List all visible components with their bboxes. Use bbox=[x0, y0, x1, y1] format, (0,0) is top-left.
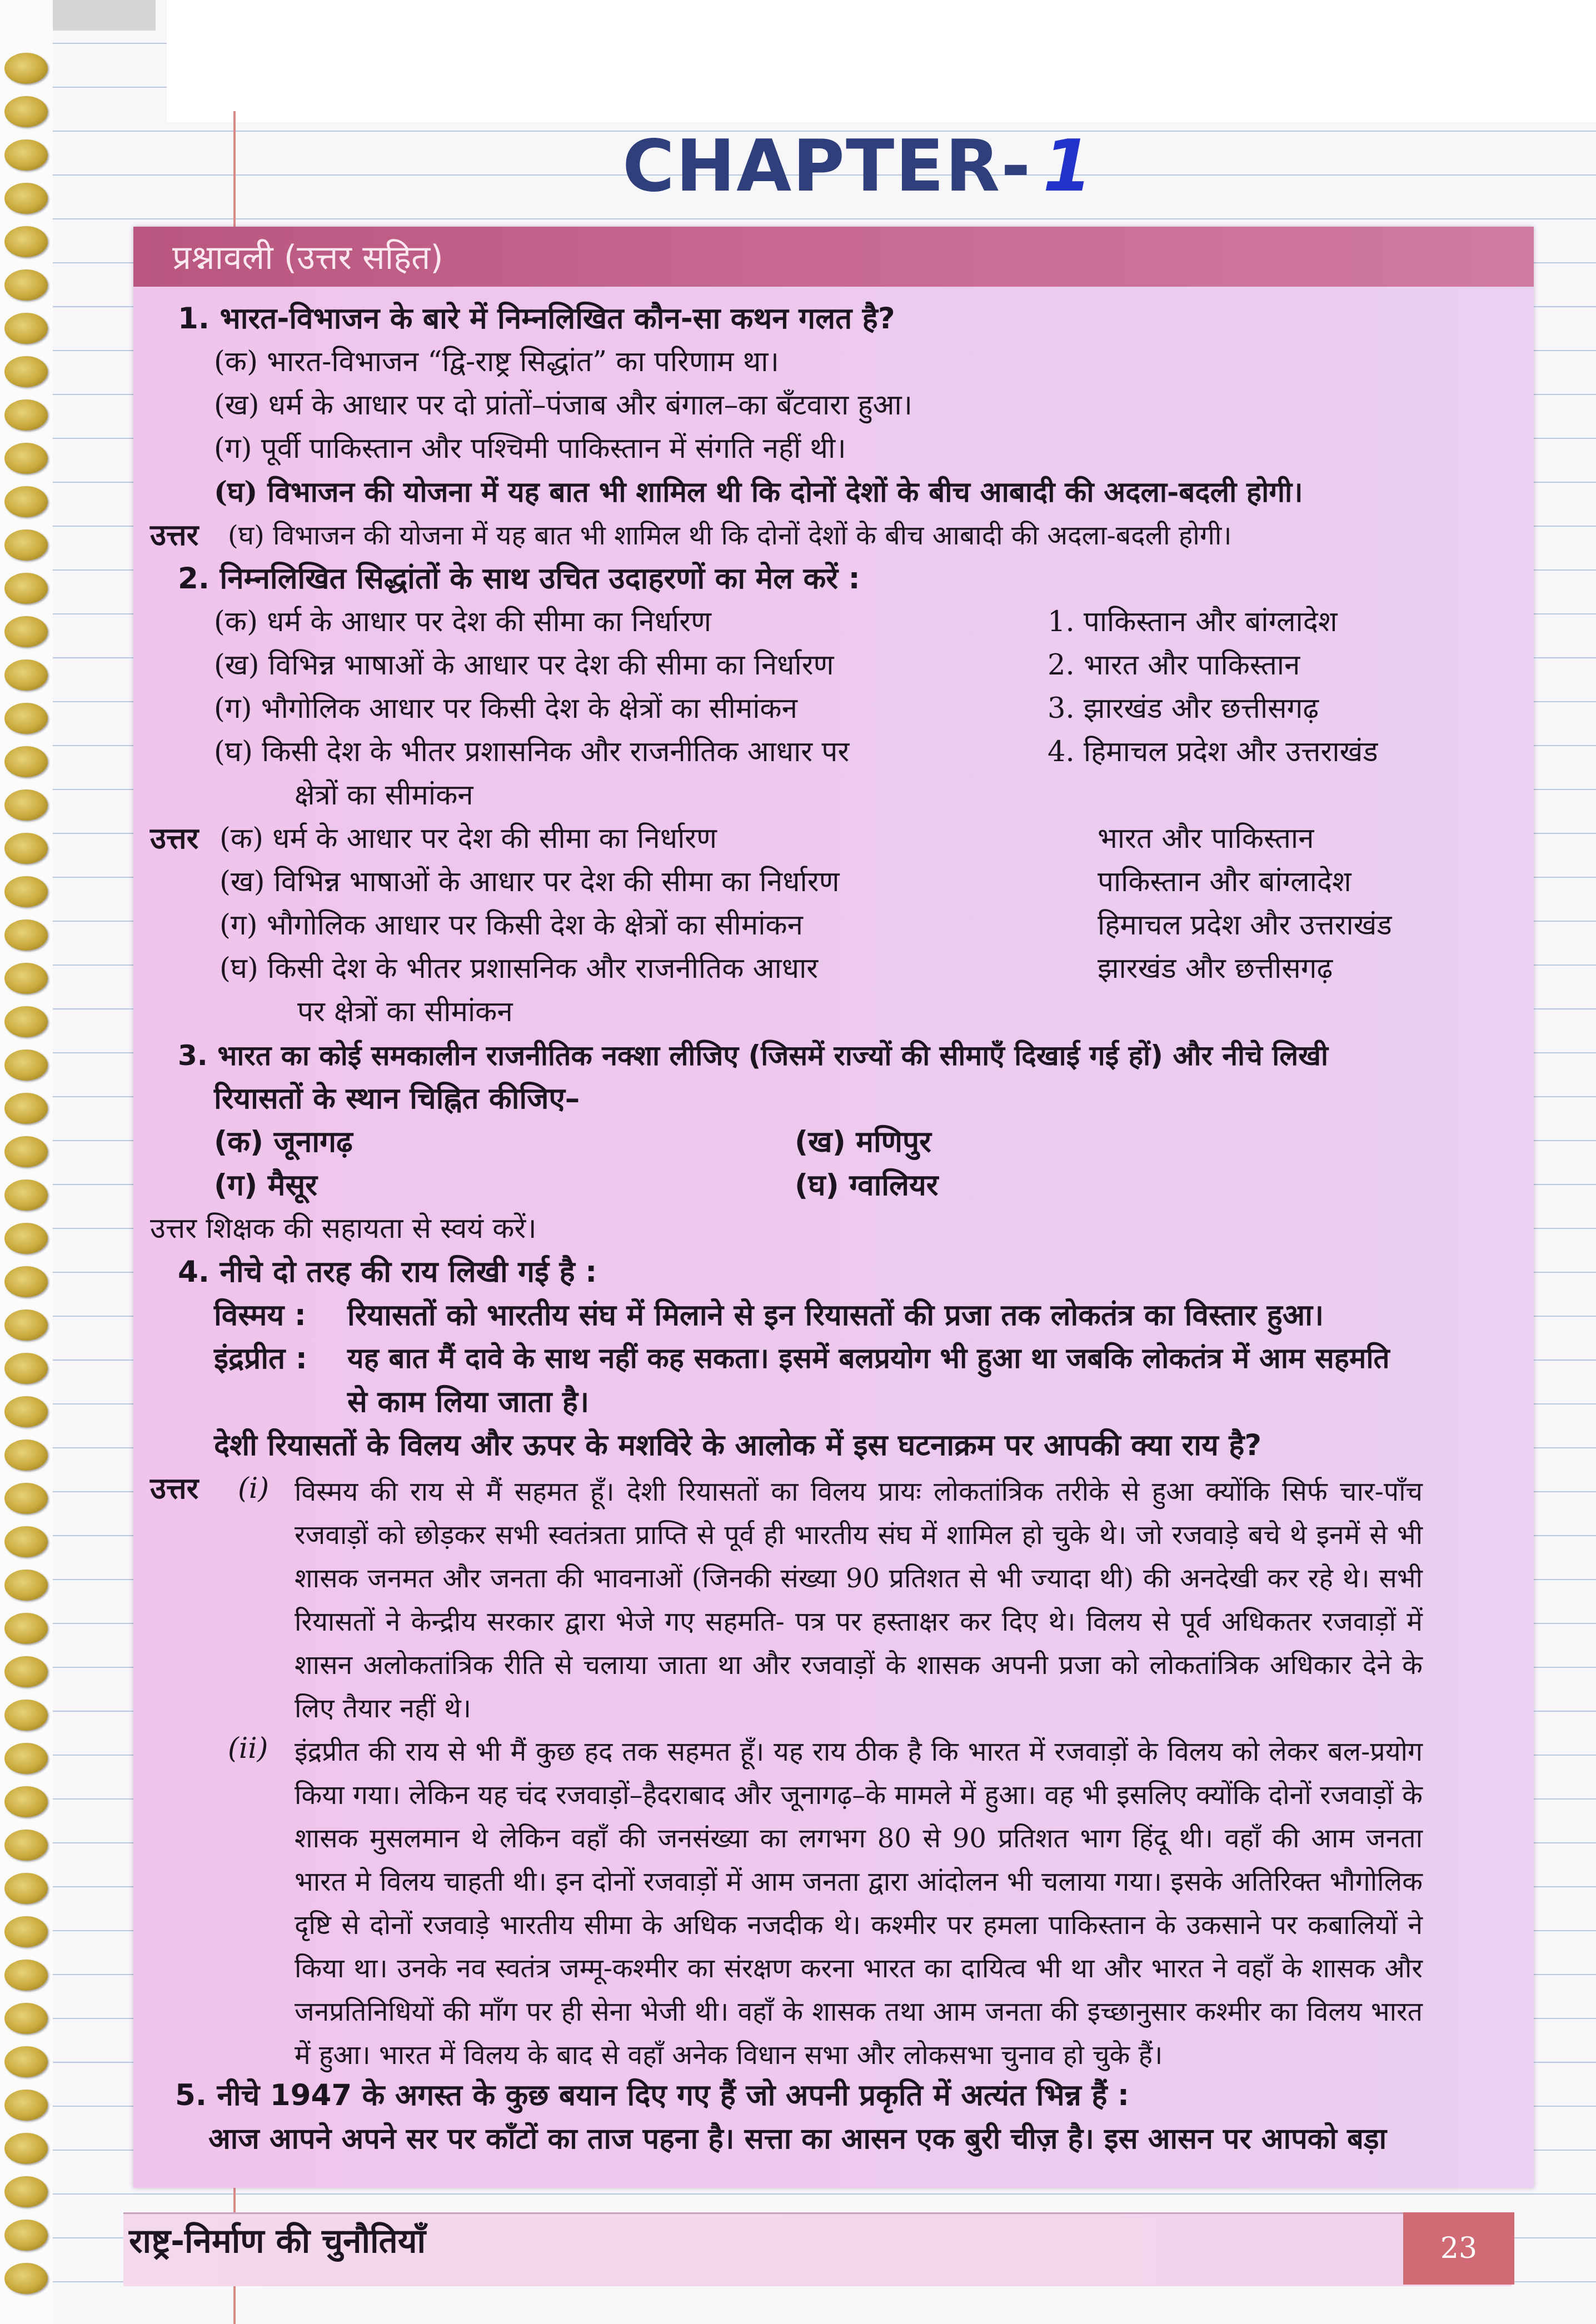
footer-title: राष्ट्र-निर्माण की चुनौतियाँ bbox=[129, 2222, 426, 2261]
q3-answer: उत्तर शिक्षक की सहायता से स्वयं करें। bbox=[150, 1212, 537, 1245]
q2-answer-left-c: (ग) भौगोलिक आधार पर किसी देश के क्षेत्रों का सीमांकन bbox=[220, 909, 803, 942]
q1-option-a: (क) भारत-विभाजन “द्वि-राष्ट्र सिद्धांत” का परिणाम था। bbox=[214, 346, 779, 378]
spiral-ring bbox=[4, 789, 48, 821]
spiral-ring bbox=[4, 1266, 48, 1297]
spiral-ring bbox=[4, 96, 48, 127]
spiral-ring bbox=[4, 1700, 48, 1731]
spiral-ring bbox=[4, 486, 48, 517]
spiral-ring bbox=[4, 2090, 48, 2121]
spiral-ring bbox=[4, 1743, 48, 1774]
spiral-ring bbox=[4, 1656, 48, 1687]
spiral-ring bbox=[4, 1006, 48, 1037]
spiral-ring bbox=[4, 1483, 48, 1514]
spiral-ring bbox=[4, 1093, 48, 1124]
q1-answer-label: उत्तर bbox=[150, 518, 199, 552]
q3-option-d: (घ) ग्वालियर bbox=[795, 1168, 939, 1202]
q2-right-3: 3. झारखंड और छत्तीसगढ़ bbox=[1048, 692, 1319, 725]
q3-option-a: (क) जूनागढ़ bbox=[214, 1125, 353, 1159]
q4-answer-i: विस्मय की राय से मैं सहमत हूँ। देशी रियासतों का विलय प्रायः लोकतांत्रिक तरीके से हुआ क्योंकि सिर्फ चार-पाँच रजवाड़ों को छोड़कर सभी स्वतंत्रता प्राप्ति से पूर्व ही भारतीय संघ में शामिल हो चुके थे। जो रजवाड़े बचे थे इनमें से भी शासक जनमत और जनता की भावनाओं (जिनकी संख्या 90 प्रतिशत से भी ज्यादा थी) की अनदेखी कर रहे थे। सभी रियासतों ने केन्द्रीय सरकार द्वारा भेजे गए सहमति- पत्र पर हस्ताक्षर कर दिए थे। विलय से पूर्व अधिकतर रजवाड़ों में शासन अलोकतांत्रिक रीति से चलाया जाता था और रजवाड़ों के शासक अपनी प्रजा को लोकतांत्रिक अधिकार देने के लिए तैयार नहीं थे। bbox=[295, 1476, 1423, 1724]
spiral-ring bbox=[4, 443, 48, 474]
spiral-ring bbox=[4, 1223, 48, 1254]
q3-question-line1: 3. भारत का कोई समकालीन राजनीतिक नक्शा लीजिए (जिसमें राज्यों की सीमाएँ दिखाई गई हों) और नीचे लिखी bbox=[178, 1039, 1328, 1072]
spiral-ring bbox=[4, 2220, 48, 2251]
chapter-number: 1 bbox=[1043, 125, 1094, 208]
q2-answer-label: उत्तर bbox=[150, 822, 199, 856]
spiral-ring bbox=[4, 1830, 48, 1861]
q3-option-c: (ग) मैसूर bbox=[214, 1168, 317, 1202]
spiral-ring bbox=[4, 573, 48, 604]
spiral-ring bbox=[4, 703, 48, 734]
spiral-ring bbox=[4, 1049, 48, 1081]
q4-indrapreet-label: इंद्रप्रीत : bbox=[214, 1342, 307, 1376]
spiral-ring bbox=[4, 1873, 48, 1904]
q1-answer: (घ) विभाजन की योजना में यह बात भी शामिल थी कि दोनों देशों के बीच आबादी की अदला-बदली होगी। bbox=[228, 520, 1232, 551]
spiral-ring bbox=[4, 1960, 48, 1991]
q1-option-d: (घ) विभाजन की योजना में यह बात भी शामिल थी कि दोनों देशों के बीच आबादी की अदला-बदली होगी। bbox=[214, 476, 1303, 509]
q2-right-1: 1. पाकिस्तान और बांग्लादेश bbox=[1048, 606, 1338, 638]
spiral-ring bbox=[4, 1613, 48, 1644]
q5-question: 5. नीचे 1947 के अगस्त के कुछ बयान दिए गए हैं जो अपनी प्रकृति में अत्यंत भिन्न हैं : bbox=[175, 2078, 1130, 2112]
spiral-ring bbox=[4, 139, 48, 171]
q1-question: 1. भारत-विभाजन के बारे में निम्नलिखित कौन-सा कथन गलत है? bbox=[178, 302, 895, 336]
spiral-ring bbox=[4, 1310, 48, 1341]
q2-left-b: (ख) विभिन्न भाषाओं के आधार पर देश की सीमा का निर्धारण bbox=[214, 649, 834, 682]
spiral-ring bbox=[4, 313, 48, 344]
spiral-ring bbox=[4, 616, 48, 647]
section-title: प्रश्नावली (उत्तर सहित) bbox=[172, 238, 443, 277]
spiral-ring bbox=[4, 2263, 48, 2294]
spiral-ring bbox=[4, 659, 48, 691]
q2-answer-left-d: (घ) किसी देश के भीतर प्रशासनिक और राजनीतिक आधार bbox=[220, 952, 819, 985]
q3-option-b: (ख) मणिपुर bbox=[795, 1125, 931, 1159]
q3-question-line2: रियासतों के स्थान चिह्नित कीजिए– bbox=[214, 1082, 580, 1116]
spiral-ring bbox=[4, 356, 48, 387]
spiral-ring bbox=[4, 2003, 48, 2034]
q2-right-4: 4. हिमाचल प्रदेश और उत्तराखंड bbox=[1048, 736, 1378, 768]
spiral-ring bbox=[4, 1570, 48, 1601]
spiral-ring bbox=[4, 1916, 48, 1947]
spiral-ring bbox=[4, 919, 48, 951]
q2-answer-left-b: (ख) विभिन्न भाषाओं के आधार पर देश की सीमा का निर्धारण bbox=[220, 866, 840, 898]
chapter-heading bbox=[622, 125, 1093, 208]
spiral-ring bbox=[4, 226, 48, 257]
spiral-ring bbox=[4, 2046, 48, 2077]
spiral-ring bbox=[4, 876, 48, 907]
spiral-ring bbox=[4, 746, 48, 777]
spiral-ring bbox=[4, 1786, 48, 1817]
spiral-ring bbox=[4, 1353, 48, 1384]
q2-answer-left-d-cont: पर क्षेत्रों का सीमांकन bbox=[297, 996, 513, 1028]
spiral-ring bbox=[4, 1136, 48, 1167]
q2-left-d: (घ) किसी देश के भीतर प्रशासनिक और राजनीतिक आधार पर bbox=[214, 736, 850, 768]
q4-answer-ii: इंद्रप्रीत की राय से भी मैं कुछ हद तक सहमत हूँ। यह राय ठीक है कि भारत में रजवाड़ों के विलय को लेकर बल-प्रयोग किया गया। लेकिन यह चंद रजवाड़ों–हैदराबाद और जूनागढ़–के मामले में हुआ। वह भी इसलिए क्योंकि दोनों रजवाड़ों के शासक मुसलमान थे लेकिन वहाँ की जनसंख्या का लगभग 80 से 90 प्रतिशत भाग हिंदू थी। वहाँ की आम जनता भारत मे विलय चाहती थी। इन दोनों रजवाड़ों में आम जनता द्वारा आंदोलन भी चलाया गया। इसके अतिरिक्त भौगोलिक दृष्टि से दोनों रजवाड़े भारतीय सीमा के अधिक नजदीक थे। कश्मीर पर हमला पाकिस्तान के उकसाने पर कबालियों ने किया था। उनके नव स्वतंत्र जम्मू-कश्मीर का संरक्षण करना भारत का दायित्व भी था और भारत ने वहाँ के शासक और जनप्रतिनिधियों की माँग पर ही सेना भेजी थी। वहाँ के शासक तथा आम जनता की इच्छानुसार कश्मीर का विलय भारत में हुआ। भारत में विलय के बाद से वहाँ अनेक विधान सभा और लोकसभा चुनाव हो चुके हैं। bbox=[295, 1736, 1423, 2071]
header-strip bbox=[167, 0, 1596, 122]
q2-answer-right-c: हिमाचल प्रदेश और उत्तराखंड bbox=[1098, 909, 1392, 942]
spiral-ring bbox=[4, 53, 48, 84]
q2-left-c: (ग) भौगोलिक आधार पर किसी देश के क्षेत्रों का सीमांकन bbox=[214, 692, 797, 725]
spiral-ring bbox=[4, 399, 48, 431]
q2-right-2: 2. भारत और पाकिस्तान bbox=[1048, 649, 1300, 682]
q2-question: 2. निम्नलिखित सिद्धांतों के साथ उचित उदाहरणों का मेल करें : bbox=[178, 562, 860, 596]
q4-answer-label: उत्तर bbox=[150, 1472, 199, 1506]
spiral-ring bbox=[4, 2176, 48, 2207]
q2-answer-right-d: झारखंड और छत्तीसगढ़ bbox=[1098, 952, 1333, 985]
spiral-ring bbox=[4, 833, 48, 864]
q2-left-a: (क) धर्म के आधार पर देश की सीमा का निर्धारण bbox=[214, 606, 712, 638]
q4-vismay-label: विस्मय : bbox=[214, 1298, 306, 1332]
spiral-ring bbox=[4, 529, 48, 561]
spiral-ring bbox=[4, 269, 48, 301]
q1-option-c: (ग) पूर्वी पाकिस्तान और पश्चिमी पाकिस्तान में संगति नहीं थी। bbox=[214, 432, 846, 465]
page-number: 23 bbox=[1403, 2212, 1514, 2285]
q4-answer-ii-marker: (ii) bbox=[228, 1732, 268, 1765]
q2-answer-right-b: पाकिस्तान और बांग्लादेश bbox=[1098, 866, 1351, 898]
spiral-ring bbox=[4, 1396, 48, 1427]
spiral-ring bbox=[4, 1180, 48, 1211]
q2-left-d-cont: क्षेत्रों का सीमांकन bbox=[295, 779, 473, 812]
section-header bbox=[133, 227, 1534, 287]
spiral-ring bbox=[4, 2133, 48, 2164]
spiral-binding bbox=[0, 0, 53, 2324]
q4-vismay-text: रियासतों को भारतीय संघ में मिलाने से इन रियासतों की प्रजा तक लोकतंत्र का विस्तार हुआ। bbox=[347, 1298, 1324, 1332]
spiral-ring bbox=[4, 1440, 48, 1471]
q4-question: 4. नीचे दो तरह की राय लिखी गई है : bbox=[178, 1255, 597, 1289]
spiral-ring bbox=[4, 183, 48, 214]
q4-answer-i-marker: (i) bbox=[238, 1472, 270, 1505]
q4-indrapreet-line1: यह बात मैं दावे के साथ नहीं कह सकता। इसमें बलप्रयोग भी हुआ था जबकि लोकतंत्र में आम सहमति bbox=[347, 1342, 1390, 1375]
q1-option-b: (ख) धर्म के आधार पर दो प्रांतों–पंजाब और बंगाल–का बँटवारा हुआ। bbox=[214, 389, 912, 422]
chapter-label: CHAPTER- bbox=[622, 125, 1032, 208]
q2-answer-left-a: (क) धर्म के आधार पर देश की सीमा का निर्धारण bbox=[220, 822, 717, 855]
q5-quote: आज आपने अपने सर पर काँटों का ताज पहना है। सत्ता का आसन एक बुरी चीज़ है। इस आसन पर आपको बड़ा bbox=[208, 2122, 1387, 2156]
spiral-ring bbox=[4, 1526, 48, 1557]
q4-indrapreet-line2: से काम लिया जाता है। bbox=[347, 1385, 590, 1419]
q2-answer-right-a: भारत और पाकिस्तान bbox=[1098, 822, 1314, 855]
q4-prompt: देशी रियासतों के विलय और ऊपर के मशविरे के आलोक में इस घटनाक्रम पर आपकी क्या राय है? bbox=[214, 1428, 1262, 1462]
spiral-ring bbox=[4, 963, 48, 994]
